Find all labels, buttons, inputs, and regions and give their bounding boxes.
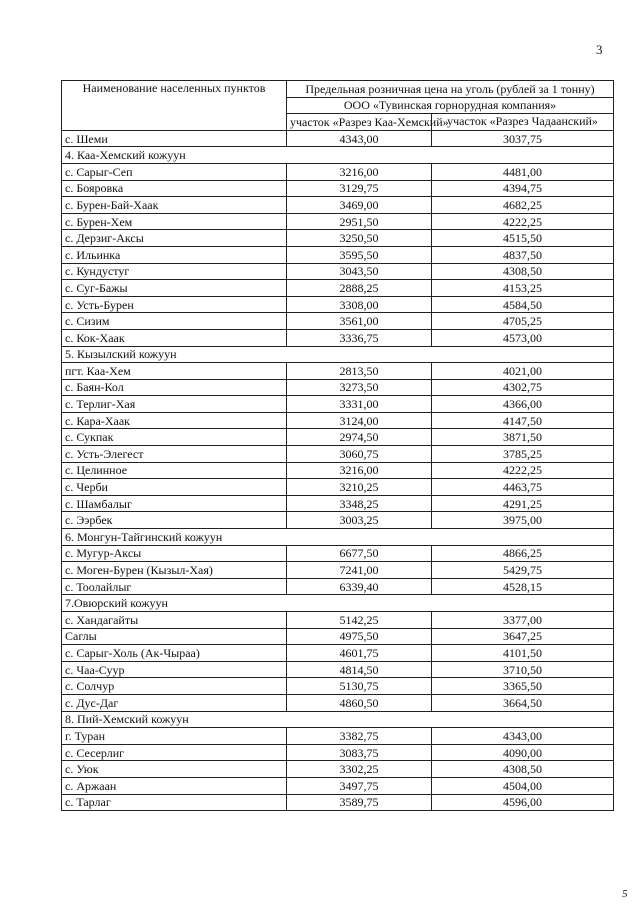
settlement-name: с. Уюк <box>62 761 287 778</box>
table-row <box>62 263 614 280</box>
price-kaa-khem: 3083,75 <box>287 744 432 761</box>
settlement-name: с. Сесерлиг <box>62 744 287 761</box>
price-kaa-khem: 3129,75 <box>287 180 432 197</box>
price-kaa-khem: 4343,00 <box>287 130 432 147</box>
price-chadaan: 4705,25 <box>432 313 614 330</box>
settlement-name: с. Суг-Бажы <box>62 280 287 297</box>
price-chadaan: 4366,00 <box>432 396 614 413</box>
region-row <box>62 147 614 164</box>
settlement-name: с. Усть-Элегест <box>62 446 287 463</box>
settlement-name: с. Моген-Бурен (Кызыл-Хая) <box>62 562 287 579</box>
price-chadaan: 4147,50 <box>432 412 614 429</box>
table-row <box>62 761 614 778</box>
coal-price-table <box>61 80 614 811</box>
price-kaa-khem: 3589,75 <box>287 794 432 811</box>
price-kaa-khem: 3302,25 <box>287 761 432 778</box>
settlement-name: с. Тарлаг <box>62 794 287 811</box>
header-site-chadaan: участок «Разрез Чадаанский» <box>432 114 614 131</box>
price-kaa-khem: 5142,25 <box>287 612 432 629</box>
table-row <box>62 313 614 330</box>
price-chadaan: 4090,00 <box>432 744 614 761</box>
settlement-name: с. Чаа-Суур <box>62 661 287 678</box>
price-kaa-khem: 2974,50 <box>287 429 432 446</box>
region-name: 6. Монгун-Тайгинский кожуун <box>62 529 614 546</box>
table-row <box>62 246 614 263</box>
table-row <box>62 728 614 745</box>
price-kaa-khem: 3497,75 <box>287 777 432 794</box>
price-chadaan: 3785,25 <box>432 446 614 463</box>
settlement-name: с. Усть-Бурен <box>62 296 287 313</box>
table-row <box>62 777 614 794</box>
price-chadaan: 4394,75 <box>432 180 614 197</box>
price-chadaan: 3365,50 <box>432 678 614 695</box>
settlement-name: с. Бурен-Хем <box>62 213 287 230</box>
settlement-name: с. Шеми <box>62 130 287 147</box>
price-chadaan: 4308,50 <box>432 761 614 778</box>
price-chadaan: 4021,00 <box>432 363 614 380</box>
table-row <box>62 163 614 180</box>
table-row <box>62 412 614 429</box>
settlement-name: с. Солчур <box>62 678 287 695</box>
settlement-name: с. Ильинка <box>62 246 287 263</box>
price-chadaan: 3037,75 <box>432 130 614 147</box>
table-row <box>62 694 614 711</box>
settlement-name: с. Сарыг-Сеп <box>62 163 287 180</box>
price-chadaan: 4343,00 <box>432 728 614 745</box>
price-kaa-khem: 3124,00 <box>287 412 432 429</box>
table-row <box>62 446 614 463</box>
settlement-name: с. Тоолайлыг <box>62 578 287 595</box>
price-chadaan: 4504,00 <box>432 777 614 794</box>
price-kaa-khem: 5130,75 <box>287 678 432 695</box>
settlement-name: с. Кундустуг <box>62 263 287 280</box>
price-kaa-khem: 2951,50 <box>287 213 432 230</box>
table-row <box>62 794 614 811</box>
settlement-name: с. Баян-Кол <box>62 379 287 396</box>
table-row <box>62 230 614 247</box>
price-chadaan: 4222,25 <box>432 462 614 479</box>
price-chadaan: 4291,25 <box>432 495 614 512</box>
price-kaa-khem: 3561,00 <box>287 313 432 330</box>
table-row <box>62 545 614 562</box>
price-kaa-khem: 2813,50 <box>287 363 432 380</box>
table-row <box>62 562 614 579</box>
table-row <box>62 379 614 396</box>
settlement-name: с. Бояровка <box>62 180 287 197</box>
price-kaa-khem: 3595,50 <box>287 246 432 263</box>
region-row <box>62 595 614 612</box>
price-chadaan: 5429,75 <box>432 562 614 579</box>
price-chadaan: 3871,50 <box>432 429 614 446</box>
price-kaa-khem: 6339,40 <box>287 578 432 595</box>
price-kaa-khem: 4601,75 <box>287 645 432 662</box>
region-row <box>62 711 614 728</box>
table-row <box>62 479 614 496</box>
settlement-name: с. Ээрбек <box>62 512 287 529</box>
header-settlement-name: Наименование населенных пунктов <box>62 81 287 131</box>
price-kaa-khem: 3216,00 <box>287 163 432 180</box>
price-kaa-khem: 3043,50 <box>287 263 432 280</box>
table-row <box>62 661 614 678</box>
table-row <box>62 495 614 512</box>
price-kaa-khem: 3331,00 <box>287 396 432 413</box>
settlement-name: с. Сарыг-Холь (Ак-Чыраа) <box>62 645 287 662</box>
price-kaa-khem: 4975,50 <box>287 628 432 645</box>
table-row <box>62 197 614 214</box>
settlement-name: с. Терлиг-Хая <box>62 396 287 413</box>
table-row <box>62 180 614 197</box>
table-row <box>62 628 614 645</box>
price-chadaan: 3975,00 <box>432 512 614 529</box>
table-row <box>62 213 614 230</box>
price-kaa-khem: 3382,75 <box>287 728 432 745</box>
settlement-name: с. Шамбалыг <box>62 495 287 512</box>
region-name: 8. Пий-Хемский кожуун <box>62 711 614 728</box>
price-kaa-khem: 3469,00 <box>287 197 432 214</box>
price-chadaan: 3647,25 <box>432 628 614 645</box>
price-chadaan: 4153,25 <box>432 280 614 297</box>
price-kaa-khem: 3060,75 <box>287 446 432 463</box>
table-row <box>62 512 614 529</box>
settlement-name: с. Бурен-Бай-Хаак <box>62 197 287 214</box>
table-row <box>62 363 614 380</box>
settlement-name: с. Мугур-Аксы <box>62 545 287 562</box>
price-kaa-khem: 3216,00 <box>287 462 432 479</box>
price-kaa-khem: 7241,00 <box>287 562 432 579</box>
price-chadaan: 3664,50 <box>432 694 614 711</box>
price-kaa-khem: 3336,75 <box>287 329 432 346</box>
table-row <box>62 130 614 147</box>
settlement-name: г. Туран <box>62 728 287 745</box>
price-chadaan: 4682,25 <box>432 197 614 214</box>
price-kaa-khem: 2888,25 <box>287 280 432 297</box>
table-row <box>62 280 614 297</box>
settlement-name: с. Кара-Хаак <box>62 412 287 429</box>
table-row <box>62 462 614 479</box>
price-kaa-khem: 3210,25 <box>287 479 432 496</box>
table-row <box>62 396 614 413</box>
corner-mark: 5 <box>622 888 628 900</box>
settlement-name: пгт. Каа-Хем <box>62 363 287 380</box>
table-row <box>62 612 614 629</box>
page-number: 3 <box>596 42 603 57</box>
header-company: ООО «Тувинская горнорудная компания» <box>287 97 614 114</box>
table-row <box>62 578 614 595</box>
price-chadaan: 4573,00 <box>432 329 614 346</box>
settlement-name: с. Кок-Хаак <box>62 329 287 346</box>
settlement-name: с. Хандагайты <box>62 612 287 629</box>
price-kaa-khem: 6677,50 <box>287 545 432 562</box>
region-name: 4. Каа-Хемский кожуун <box>62 147 614 164</box>
price-chadaan: 4596,00 <box>432 794 614 811</box>
table-row <box>62 296 614 313</box>
region-row <box>62 346 614 363</box>
price-chadaan: 4584,50 <box>432 296 614 313</box>
price-kaa-khem: 3308,00 <box>287 296 432 313</box>
price-kaa-khem: 3348,25 <box>287 495 432 512</box>
settlement-name: с. Целинное <box>62 462 287 479</box>
region-name: 5. Кызылский кожуун <box>62 346 614 363</box>
price-chadaan: 4308,50 <box>432 263 614 280</box>
table-row <box>62 744 614 761</box>
price-chadaan: 3377,00 <box>432 612 614 629</box>
price-chadaan: 4222,25 <box>432 213 614 230</box>
price-chadaan: 4528,15 <box>432 578 614 595</box>
price-chadaan: 4866,25 <box>432 545 614 562</box>
settlement-name: с. Дус-Даг <box>62 694 287 711</box>
table-row <box>62 329 614 346</box>
table-body <box>62 130 614 810</box>
price-kaa-khem: 3003,25 <box>287 512 432 529</box>
table-row <box>62 678 614 695</box>
price-chadaan: 4515,50 <box>432 230 614 247</box>
settlement-name: с. Дерзиг-Аксы <box>62 230 287 247</box>
price-chadaan: 4481,00 <box>432 163 614 180</box>
settlement-name: с. Черби <box>62 479 287 496</box>
settlement-name: с. Сукпак <box>62 429 287 446</box>
header-site-kaa-khem: участок «Разрез Каа-Хемский» <box>287 114 432 131</box>
price-kaa-khem: 4814,50 <box>287 661 432 678</box>
price-kaa-khem: 3273,50 <box>287 379 432 396</box>
price-kaa-khem: 3250,50 <box>287 230 432 247</box>
settlement-name: Саглы <box>62 628 287 645</box>
header-price: Предельная розничная цена на уголь (рублей за 1 тонну) <box>287 81 614 98</box>
price-chadaan: 3710,50 <box>432 661 614 678</box>
table-row <box>62 645 614 662</box>
settlement-name: с. Сизим <box>62 313 287 330</box>
price-chadaan: 4101,50 <box>432 645 614 662</box>
price-chadaan: 4837,50 <box>432 246 614 263</box>
settlement-name: с. Аржаан <box>62 777 287 794</box>
region-name: 7.Овюрский кожуун <box>62 595 614 612</box>
region-row <box>62 529 614 546</box>
price-chadaan: 4463,75 <box>432 479 614 496</box>
price-chadaan: 4302,75 <box>432 379 614 396</box>
price-kaa-khem: 4860,50 <box>287 694 432 711</box>
table-row <box>62 429 614 446</box>
